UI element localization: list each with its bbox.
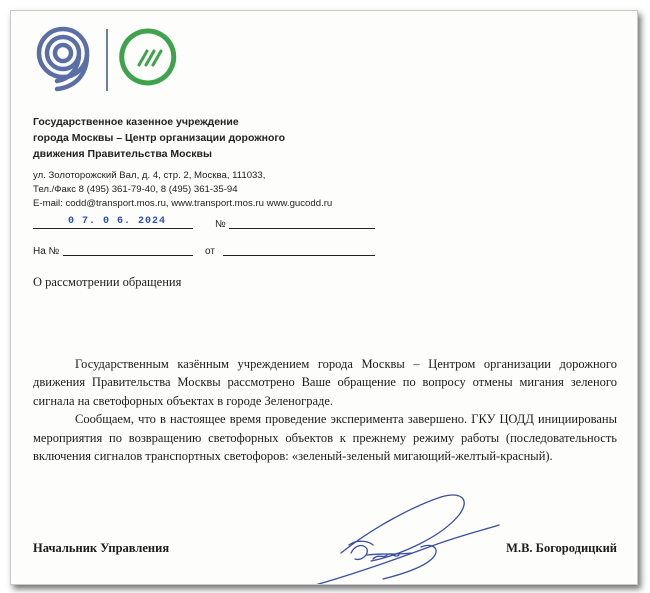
body-paragraph: Сообщаем, что в настоящее время проведение эксперимента завершено. ГКУ ЦОДД инициированы мероприятия по возвращению светофорных объектов к прежнему режиму работы (последовательность включения сигналов транспортных светофоров: «зеленый-зеленый мигающий-желтый-красный). xyxy=(33,412,617,464)
date-stamp: 0 7. 0 6. 2024 xyxy=(68,216,167,227)
signature-icon xyxy=(311,489,501,585)
org-line: движения Правительства Москвы xyxy=(33,148,212,160)
body-paragraph: Государственным казённым учреждением города Москвы – Центром организации дорожного движения Правительства Москвы рассмотрено Ваше обращение по вопросу отмены мигания зеленого сигнала на светофорных объектах в городе Зеленограде. xyxy=(33,357,617,408)
organization-name xyxy=(33,114,285,162)
from-label: от xyxy=(205,246,215,257)
contacts-line: Тел./Факс 8 (495) 361-79-40, 8 (495) 361-35-94 xyxy=(33,184,238,195)
from-line xyxy=(223,254,375,256)
letter-page xyxy=(10,10,638,585)
reply-number-line xyxy=(63,254,193,256)
organization-address xyxy=(33,169,332,211)
address-line: ул. Золоторожский Вал, д. 4, стр. 2, Москва, 111033, xyxy=(33,170,266,181)
codd-logo-icon xyxy=(31,25,99,93)
transport-logo-icon xyxy=(117,25,181,89)
date-line xyxy=(33,227,193,229)
letter-body xyxy=(33,355,617,465)
signer-name: М.В. Богородицкий xyxy=(506,541,617,555)
logo-divider xyxy=(106,29,108,91)
signer-title: Начальник Управления xyxy=(33,541,170,555)
letter-subject: О рассмотрении обращения xyxy=(33,275,182,289)
reply-number-label: На № xyxy=(33,246,60,257)
number-label: № xyxy=(215,219,226,230)
org-line: города Москвы – Центр организации дорожного xyxy=(33,132,286,144)
number-line xyxy=(229,227,375,229)
email-line: E-mail: codd@transport.mos.ru, www.transport.mos.ru www.gucodd.ru xyxy=(33,198,333,209)
org-line: Государственное казенное учреждение xyxy=(33,116,239,128)
